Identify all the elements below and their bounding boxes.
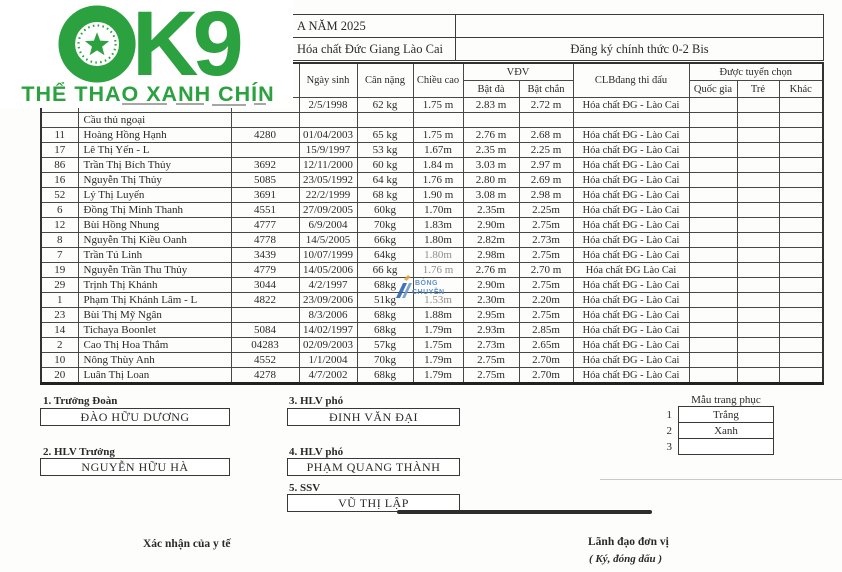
cell-other [779,308,823,323]
cell-jump-block: 2.98 m [519,188,573,203]
cell-jump-block: 2.75m [519,218,573,233]
cell-other [779,98,823,113]
cell-weight: 51kg [357,293,413,308]
cell-weight: 57kg [357,338,413,353]
cell-national [689,188,737,203]
cell-other [779,248,823,263]
cell-other [779,293,823,308]
cell-height: 1.79m [413,368,463,384]
logo-tagline: THỂ THAO XANH CHÍN [21,82,275,106]
header-other: Khác [779,81,823,98]
cell-jump-run: 2.83 m [463,98,519,113]
cell-youth [737,278,779,293]
cell-jump-block: 2.65m [519,338,573,353]
cell-jump-run: 2.75m [463,368,519,384]
watermark-orange-stripe [404,275,411,281]
cell-club: Hóa chất ĐG - Lào Cai [573,338,689,353]
cell-youth [737,188,779,203]
cell-birthdate: 14/5/2005 [299,233,357,248]
cell-height: 1.83m [413,218,463,233]
cell-club: Hóa chất ĐG - Lào Cai [573,143,689,158]
cell-weight: 65 kg [357,128,413,143]
cell-jump-run: 2.76 m [463,263,519,278]
cell-jump-block: 2.75m [519,278,573,293]
cell-jump-run: 2.73m [463,338,519,353]
cell-stt: 23 [41,308,78,323]
cell-national [689,368,737,384]
cell-birthdate: 8/3/2006 [299,308,357,323]
cell-weight: 68 kg [357,188,413,203]
cell-jump-block: 2.68 m [519,128,573,143]
cell-id: 4778 [231,233,299,248]
cell-stt: 6 [41,203,78,218]
cell-name: Trịnh Thị Khánh [78,278,231,293]
cell-birthdate: 2/5/1998 [299,98,357,113]
cell-id: 5085 [231,173,299,188]
cell-stt: 12 [41,218,78,233]
cell-name: Lê Thị Yến - L [78,143,231,158]
cell-height: 1.67m [413,143,463,158]
cell-other [779,188,823,203]
cell-national [689,98,737,113]
cell-stt: 86 [41,158,78,173]
table-row [41,128,823,143]
cell-weight: 68kg [357,278,413,293]
cell-youth [737,263,779,278]
ok9-logo-mark [58,2,263,86]
scan-artifact-bar [397,510,652,514]
cell-national [689,143,737,158]
cell-club: Hóa chất ĐG - Lào Cai [573,188,689,203]
cell-club: Hóa chất ĐG - Lào Cai [573,218,689,233]
cell-youth [737,218,779,233]
cell-height: 1.79m [413,353,463,368]
cell-other [779,263,823,278]
cell-name: Nông Thùy Anh [78,353,231,368]
header-height: Chiều cao [413,63,463,98]
cell-weight: 68kg [357,308,413,323]
cell-stt: 8 [41,233,78,248]
cell-weight: 66kg [357,233,413,248]
cell-other [779,203,823,218]
cell-name: Luân Thị Loan [78,368,231,384]
cell-birthdate: 23/09/2006 [299,293,357,308]
cell-stt: 20 [41,368,78,384]
cell-club: Hóa chất ĐG - Lào Cai [573,293,689,308]
sig-name-hlv-pho-3: ĐINH VĂN ĐẠI [287,408,460,426]
club-full-name: Hóa chất Đức Giang Lào Cai [151,38,456,60]
uniform-title: Mẫu trang phục [691,394,761,406]
header-birthdate: Ngày sinh [299,63,357,98]
uniform-row-number: 3 [666,441,672,453]
cell-club: Hóa chất ĐG - Lào Cai [573,158,689,173]
cell-jump-run: 2.75m [463,353,519,368]
cell-youth [737,173,779,188]
cell-stt: 29 [41,278,78,293]
cell-birthdate: 01/04/2003 [299,128,357,143]
sig-name-hlv-pho-4: PHẠM QUANG THÀNH [287,458,460,476]
cell-club: Hóa chất ĐG - Lào Cai [573,233,689,248]
cell-id: 3439 [231,248,299,263]
cell-id [231,308,299,323]
cell-stt: 7 [41,248,78,263]
unit-leader-label: Lãnh đạo đơn vị [588,536,669,548]
cell-other [779,143,823,158]
cell-stt: 52 [41,188,78,203]
table-row [41,248,823,263]
cell-id: 4278 [231,368,299,384]
table-row [41,158,823,173]
cell-club [573,113,689,128]
cell-weight: 62 kg [357,98,413,113]
roster-table [40,62,824,385]
cell-name: Trần Tú Linh [78,248,231,263]
cell-youth [737,308,779,323]
cell-youth [737,293,779,308]
cell-youth [737,203,779,218]
uniform-color-empty [679,438,773,454]
cell-birthdate: 4/7/2002 [299,368,357,384]
cell-national [689,293,737,308]
cell-youth [737,338,779,353]
cell-national [689,353,737,368]
cell-id: 3691 [231,188,299,203]
cell-name: Trần Thị Bích Thủy [78,158,231,173]
watermark-text-2: CHUYỀN [412,289,445,296]
cell-jump-run: 2.35 m [463,143,519,158]
cell-youth [737,323,779,338]
cell-height: 1.70m [413,203,463,218]
bong-chuyen-watermark [388,268,450,310]
cell-club: Hóa chất ĐG - Lào Cai [573,203,689,218]
cell-national [689,158,737,173]
cell-birthdate: 14/02/1997 [299,323,357,338]
cell-youth [737,233,779,248]
cell-birthdate: 02/09/2003 [299,338,357,353]
watermark-text-1: BÓNG [415,280,438,287]
cell-name: Phạm Thị Khánh Lâm - L [78,293,231,308]
cell-height: 1.76 m [413,263,463,278]
uniform-row-number: 1 [666,409,672,421]
cell-club: Hóa chất ĐG - Lào Cai [573,353,689,368]
cell-id: 3692 [231,158,299,173]
sig-label-ssv: 5. SSV [289,482,321,494]
cell-stt: 17 [41,143,78,158]
header-vdv-group: VĐV [463,63,573,81]
header-empty-cell [456,15,823,37]
cell-youth [737,353,779,368]
cell-jump-run: 3.03 m [463,158,519,173]
cell-jump-block: 2.70 m [519,263,573,278]
cell-national [689,128,737,143]
cell-height: 1.84 m [413,158,463,173]
cell-name: Nguyễn Thị Kiều Oanh [78,233,231,248]
logo-k9-text: K9 [132,2,238,86]
cell-jump-run [463,113,519,128]
cell-height: 1.90 m [413,188,463,203]
cell-other [779,158,823,173]
cell-other [779,128,823,143]
cell-name: Lý Thị Luyến [78,188,231,203]
uniform-table [678,406,774,455]
cell-jump-block: 2.20m [519,293,573,308]
cell-national [689,233,737,248]
table-row [41,368,823,384]
cell-birthdate: 14/05/2006 [299,263,357,278]
sig-name-ssv: VŨ THỊ LẬP [287,494,460,512]
cell-jump-run: 2.35m [463,203,519,218]
header-youth: Trẻ [737,81,779,98]
cell-jump-run: 2.82m [463,233,519,248]
cell-other [779,113,823,128]
cell-national [689,323,737,338]
cell-stt: 2 [41,338,78,353]
cell-jump-run: 2.30m [463,293,519,308]
cell-jump-run: 2.90m [463,218,519,233]
header-national: Quốc gia [689,81,737,98]
cell-club: Hóa chất ĐG Lào Cai [573,263,689,278]
cell-weight: 70kg [357,353,413,368]
cell-weight: 64 kg [357,173,413,188]
cell-youth [737,368,779,384]
table-row [41,113,823,128]
roster-body [41,98,823,384]
cell-other [779,278,823,293]
cell-birthdate: 10/07/1999 [299,248,357,263]
cell-jump-block [519,113,573,128]
cell-stt: 11 [41,128,78,143]
cell-weight: 60 kg [357,158,413,173]
cell-club: Hóa chất ĐG - Lào Cai [573,308,689,323]
sig-label-truong-doan: 1. Trưởng Đoàn [43,395,118,407]
cell-name: Hoàng Hồng Hạnh [78,128,231,143]
cell-club: Hóa chất ĐG - Lào Cai [573,323,689,338]
table-row [41,173,823,188]
sign-and-stamp-note: ( Ký, đóng dấu ) [589,553,663,565]
cell-birthdate: 22/2/1999 [299,188,357,203]
cell-id: 5084 [231,323,299,338]
cell-jump-run: 3.08 m [463,188,519,203]
cell-birthdate: 4/2/1997 [299,278,357,293]
cell-height [413,113,463,128]
cell-birthdate: 27/09/2005 [299,203,357,218]
cell-stt: 10 [41,353,78,368]
uniform-color-blue: Xanh [679,422,773,438]
cell-name: Nguyễn Trần Thu Thủy [78,263,231,278]
cell-weight: 60kg [357,203,413,218]
cell-weight: 68kg [357,368,413,384]
table-row [41,233,823,248]
cell-national [689,338,737,353]
cell-birthdate: 6/9/2004 [299,218,357,233]
cell-national [689,203,737,218]
cell-jump-block: 2.97 m [519,158,573,173]
table-row [41,218,823,233]
cell-stt: 1 [41,293,78,308]
cell-id: 4777 [231,218,299,233]
cell-jump-block: 2.70m [519,368,573,384]
cell-national [689,248,737,263]
cell-id: 4779 [231,263,299,278]
cell-national [689,173,737,188]
cell-youth [737,113,779,128]
cell-stt: 14 [41,323,78,338]
cell-national [689,263,737,278]
cell-other [779,218,823,233]
cell-other [779,323,823,338]
uniform-color-white: Trắng [713,408,739,421]
cell-height: 1.76 m [413,173,463,188]
table-row [41,338,823,353]
cell-jump-block: 2.69 m [519,173,573,188]
cell-jump-run: 2.80 m [463,173,519,188]
registration-type: Đăng ký chính thức 0-2 Bis [570,41,709,56]
document-title: A NĂM 2025 [151,15,456,37]
cell-stt [41,113,78,128]
cell-id: 04283 [231,338,299,353]
cell-id [231,113,299,128]
uniform-row-number: 2 [666,425,672,437]
cell-jump-block: 2.75m [519,308,573,323]
cell-weight: 64kg [357,248,413,263]
cell-id: 4552 [231,353,299,368]
cell-club: Hóa chất ĐG - Lào Cai [573,98,689,113]
cell-birthdate: 15/9/1997 [299,143,357,158]
cell-other [779,338,823,353]
sig-label-hlv-pho-4: 4. HLV phó [289,446,344,458]
header-weight: Cân nặng [357,63,413,98]
cell-club: Hóa chất ĐG - Lào Cai [573,368,689,384]
cell-weight: 68kg [357,323,413,338]
cell-other [779,233,823,248]
cell-club: Hóa chất ĐG - Lào Cai [573,173,689,188]
cell-other [779,353,823,368]
cell-weight: 53 kg [357,143,413,158]
cell-name: Cầu thủ ngoại [78,113,231,128]
cell-youth [737,143,779,158]
scan-artifact-line [600,479,842,480]
header-jump-block: Bật chắn [519,81,573,98]
cell-jump-block: 2.25m [519,203,573,218]
cell-height: 1.80m [413,248,463,263]
cell-name: Nguyễn Thị Thủy [78,173,231,188]
cell-stt: 16 [41,173,78,188]
cell-club: Hóa chất ĐG - Lào Cai [573,128,689,143]
cell-national [689,218,737,233]
cell-height: 1.75 m [413,98,463,113]
cell-national [689,308,737,323]
header-jump-run: Bật đà [463,81,519,98]
cell-jump-run: 2.95m [463,308,519,323]
sig-label-hlv-pho-3: 3. HLV phó [289,395,344,407]
cell-birthdate: 1/1/2004 [299,353,357,368]
cell-club: Hóa chất ĐG - Lào Cai [573,248,689,263]
cell-jump-run: 2.76 m [463,128,519,143]
cell-stt: 19 [41,263,78,278]
cell-other [779,368,823,384]
cell-height: 1.79m [413,323,463,338]
header-club: CLBđang thi đấu [573,63,689,98]
cell-jump-block: 2.73m [519,233,573,248]
cell-youth [737,158,779,173]
sig-name-truong-doan: ĐÀO HỮU DƯƠNG [40,408,230,426]
cell-jump-block: 2.72 m [519,98,573,113]
sig-name-hlv-truong: NGUYỄN HỮU HÀ [40,458,230,476]
cell-name: Tichaya Boonlet [78,323,231,338]
cell-height: 1.53m [413,293,463,308]
cell-height: 1.75 m [413,128,463,143]
cell-name: Cao Thị Hoa Thắm [78,338,231,353]
cell-id: 4822 [231,293,299,308]
cell-height: 1.88m [413,308,463,323]
cell-youth [737,248,779,263]
cell-id: 3044 [231,278,299,293]
cell-jump-block: 2.85m [519,323,573,338]
cell-weight [357,113,413,128]
cell-club: Hóa chất ĐG - Lào Cai [573,278,689,293]
cell-jump-block: 2.70m [519,353,573,368]
cell-national [689,113,737,128]
cell-jump-run: 2.90m [463,278,519,293]
cell-youth [737,98,779,113]
table-row [41,143,823,158]
cell-other [779,173,823,188]
sig-label-hlv-truong: 2. HLV Trưởng [43,446,115,458]
cell-id [231,143,299,158]
cell-jump-block: 2.25 m [519,143,573,158]
cell-jump-run: 2.98m [463,248,519,263]
cell-name: Đồng Thị Minh Thanh [78,203,231,218]
cell-id: 4280 [231,128,299,143]
cell-birthdate [299,113,357,128]
cell-id: 4551 [231,203,299,218]
cell-jump-block: 2.75m [519,248,573,263]
table-row [41,188,823,203]
cell-weight: 70kg [357,218,413,233]
header-selected-group: Được tuyển chọn [689,63,823,81]
table-row [41,323,823,338]
table-row [41,203,823,218]
cell-birthdate: 12/11/2000 [299,158,357,173]
medical-confirmation-label: Xác nhận của y tế [143,538,231,550]
cell-height: 1.75m [413,338,463,353]
cell-national [689,278,737,293]
cell-youth [737,128,779,143]
cell-name: Bùi Thị Mỹ Ngân [78,308,231,323]
cell-height: 1.80m [413,233,463,248]
cell-jump-run: 2.93m [463,323,519,338]
cell-name: Bùi Hồng Nhung [78,218,231,233]
star-icon [85,32,109,55]
cell-weight: 66 kg [357,263,413,278]
table-row [41,353,823,368]
cell-birthdate: 23/05/1992 [299,173,357,188]
